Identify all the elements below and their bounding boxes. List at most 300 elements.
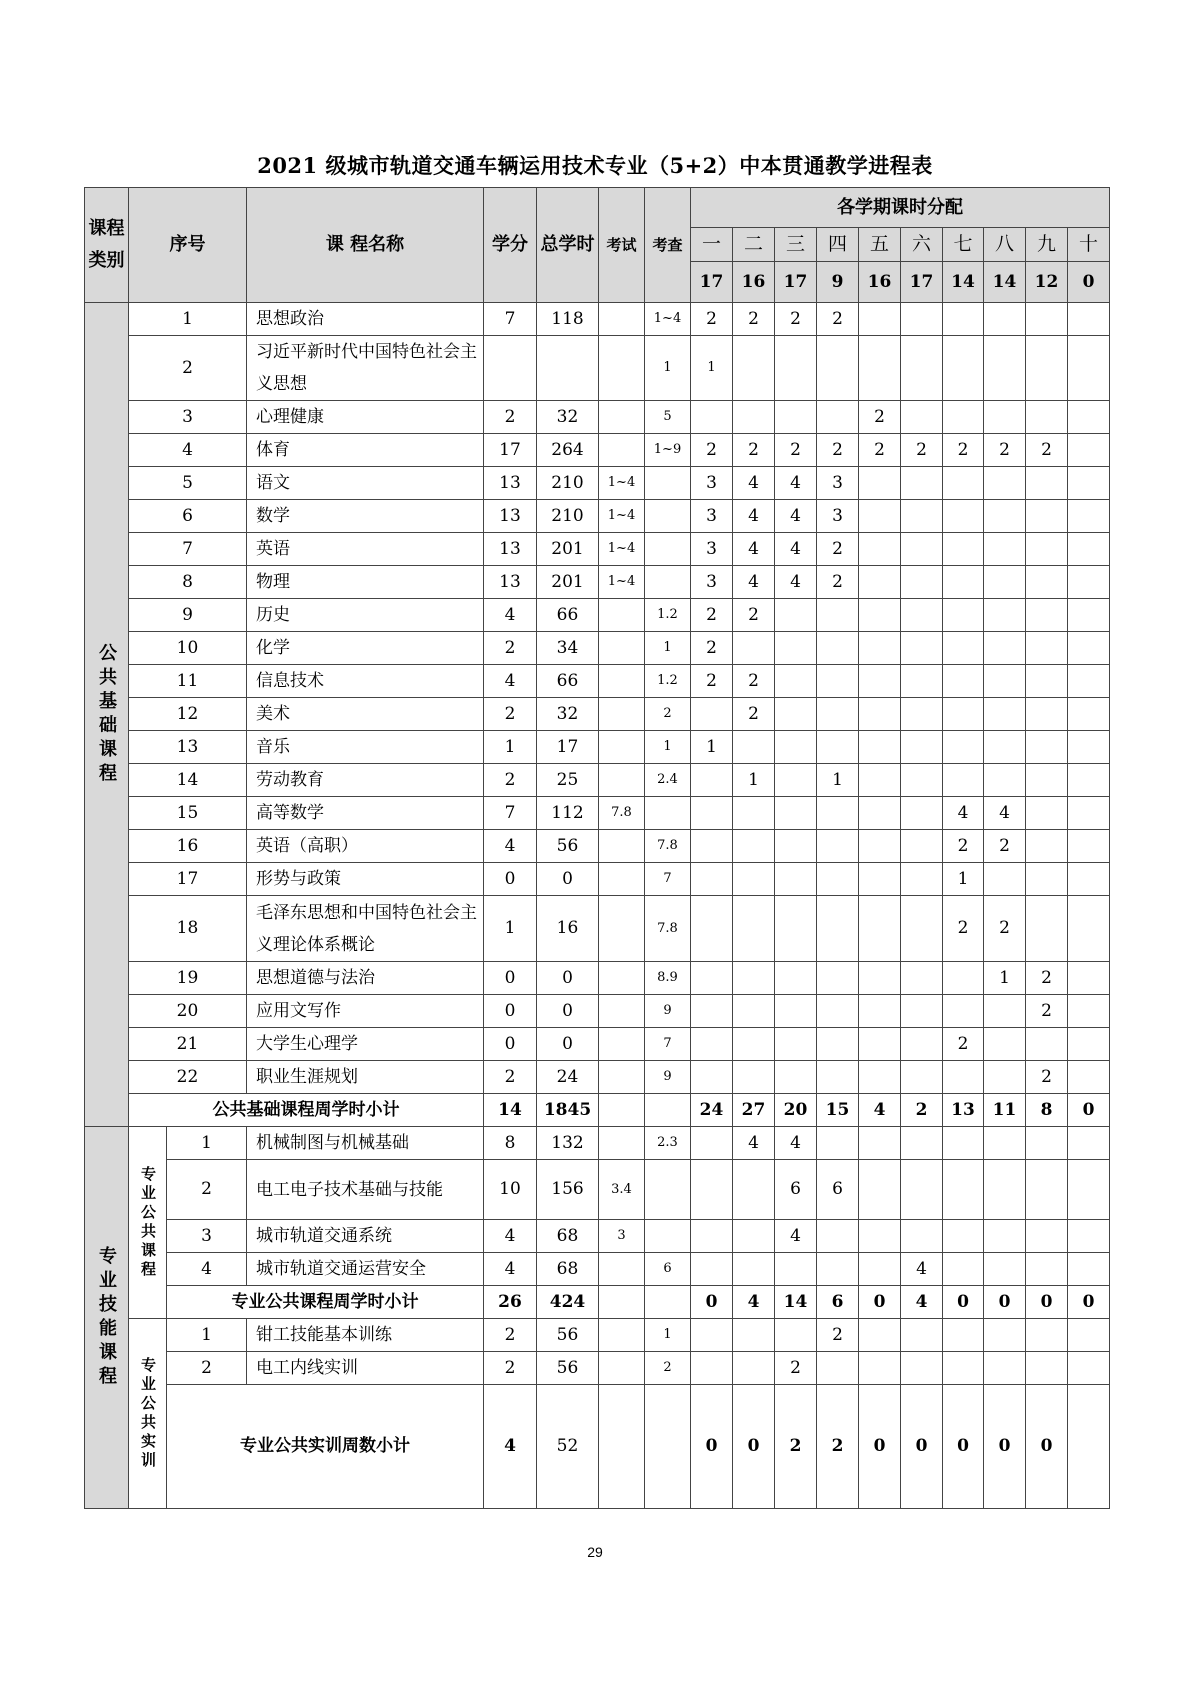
course-semester-10 bbox=[1068, 1220, 1110, 1253]
course-name: 音乐 bbox=[247, 731, 484, 764]
course-semester-1 bbox=[691, 401, 733, 434]
course-semester-6 bbox=[901, 566, 943, 599]
course-exam bbox=[599, 303, 645, 336]
course-semester-10 bbox=[1068, 698, 1110, 731]
course-semester-1: 3 bbox=[691, 533, 733, 566]
header-weeks-10: 0 bbox=[1068, 262, 1110, 303]
header-weeks-7: 14 bbox=[943, 262, 984, 303]
course-semester-3 bbox=[775, 731, 817, 764]
course-semester-9 bbox=[1026, 731, 1068, 764]
table-row bbox=[85, 764, 1110, 797]
course-seq: 5 bbox=[129, 467, 247, 500]
course-semester-10 bbox=[1068, 962, 1110, 995]
course-name: 数学 bbox=[247, 500, 484, 533]
course-semester-3: 2 bbox=[775, 1352, 817, 1385]
header-weeks-4: 9 bbox=[817, 262, 859, 303]
course-semester-2: 4 bbox=[733, 467, 775, 500]
course-name: 体育 bbox=[247, 434, 484, 467]
course-credit: 2 bbox=[484, 401, 537, 434]
course-semester-10 bbox=[1068, 995, 1110, 1028]
course-semester-4 bbox=[817, 336, 859, 401]
prof-training-subtotal-semester-3: 2 bbox=[775, 1385, 817, 1509]
section-public-foundation: 公共基础课程 bbox=[85, 303, 129, 1127]
course-semester-2 bbox=[733, 830, 775, 863]
course-semester-8 bbox=[984, 1160, 1026, 1220]
course-name: 语文 bbox=[247, 467, 484, 500]
course-credit: 4 bbox=[484, 599, 537, 632]
table-row bbox=[85, 1385, 1110, 1509]
table-row bbox=[85, 995, 1110, 1028]
prof-common-subtotal-label: 专业公共课程周学时小计 bbox=[167, 1286, 484, 1319]
course-semester-6 bbox=[901, 1028, 943, 1061]
course-seq: 14 bbox=[129, 764, 247, 797]
course-semester-5 bbox=[859, 566, 901, 599]
course-semester-3 bbox=[775, 599, 817, 632]
course-hours: 132 bbox=[537, 1127, 599, 1160]
course-semester-9: 2 bbox=[1026, 1061, 1068, 1094]
course-semester-1: 3 bbox=[691, 467, 733, 500]
course-semester-6 bbox=[901, 599, 943, 632]
course-semester-3 bbox=[775, 797, 817, 830]
course-hours: 264 bbox=[537, 434, 599, 467]
table-row bbox=[85, 1160, 1110, 1220]
course-hours: 66 bbox=[537, 665, 599, 698]
course-exam bbox=[599, 1253, 645, 1286]
course-semester-2 bbox=[733, 1352, 775, 1385]
course-semester-3 bbox=[775, 1319, 817, 1352]
course-semester-7 bbox=[943, 401, 984, 434]
prof-common-subtotal-semester-9: 0 bbox=[1026, 1286, 1068, 1319]
course-name: 英语 bbox=[247, 533, 484, 566]
course-check: 2 bbox=[645, 698, 691, 731]
course-semester-10 bbox=[1068, 797, 1110, 830]
course-semester-5 bbox=[859, 764, 901, 797]
course-semester-4: 3 bbox=[817, 500, 859, 533]
table-row bbox=[85, 1253, 1110, 1286]
course-semester-10 bbox=[1068, 533, 1110, 566]
course-semester-8 bbox=[984, 632, 1026, 665]
header-semester-2: 二 bbox=[733, 228, 775, 262]
course-credit: 8 bbox=[484, 1127, 537, 1160]
course-hours: 17 bbox=[537, 731, 599, 764]
prof-common-subtotal-semester-10: 0 bbox=[1068, 1286, 1110, 1319]
course-exam bbox=[599, 698, 645, 731]
course-semester-7 bbox=[943, 467, 984, 500]
course-check: 1 bbox=[645, 731, 691, 764]
header-credit: 学分 bbox=[484, 188, 537, 303]
course-semester-3 bbox=[775, 665, 817, 698]
course-semester-5 bbox=[859, 1253, 901, 1286]
course-semester-1: 3 bbox=[691, 566, 733, 599]
course-name: 化学 bbox=[247, 632, 484, 665]
header-weeks-8: 14 bbox=[984, 262, 1026, 303]
course-semester-8 bbox=[984, 401, 1026, 434]
course-semester-6 bbox=[901, 336, 943, 401]
course-semester-7: 2 bbox=[943, 830, 984, 863]
course-semester-7 bbox=[943, 632, 984, 665]
course-seq: 6 bbox=[129, 500, 247, 533]
course-semester-9 bbox=[1026, 599, 1068, 632]
course-semester-8 bbox=[984, 995, 1026, 1028]
course-semester-7 bbox=[943, 764, 984, 797]
course-seq: 18 bbox=[129, 896, 247, 962]
header-weeks-5: 16 bbox=[859, 262, 901, 303]
course-exam: 3.4 bbox=[599, 1160, 645, 1220]
course-seq: 11 bbox=[129, 665, 247, 698]
course-semester-9 bbox=[1026, 1127, 1068, 1160]
course-semester-1: 1 bbox=[691, 731, 733, 764]
prof-common-subtotal-semester-1: 0 bbox=[691, 1286, 733, 1319]
course-exam bbox=[599, 1028, 645, 1061]
course-semester-2 bbox=[733, 1220, 775, 1253]
course-name: 心理健康 bbox=[247, 401, 484, 434]
course-name: 物理 bbox=[247, 566, 484, 599]
course-name: 劳动教育 bbox=[247, 764, 484, 797]
course-semester-3: 4 bbox=[775, 467, 817, 500]
course-semester-4 bbox=[817, 962, 859, 995]
course-semester-10 bbox=[1068, 731, 1110, 764]
course-semester-2 bbox=[733, 731, 775, 764]
course-semester-5 bbox=[859, 1127, 901, 1160]
public-subtotal-semester-5: 4 bbox=[859, 1094, 901, 1127]
course-semester-9 bbox=[1026, 665, 1068, 698]
public-subtotal-semester-7: 13 bbox=[943, 1094, 984, 1127]
course-hours: 0 bbox=[537, 863, 599, 896]
header-weeks-3: 17 bbox=[775, 262, 817, 303]
course-semester-7 bbox=[943, 995, 984, 1028]
prof-training-subtotal-semester-6: 0 bbox=[901, 1385, 943, 1509]
header-hours: 总学时 bbox=[537, 188, 599, 303]
course-credit: 13 bbox=[484, 566, 537, 599]
course-semester-2 bbox=[733, 896, 775, 962]
course-name: 电工内线实训 bbox=[247, 1352, 484, 1385]
public-subtotal-semester-2: 27 bbox=[733, 1094, 775, 1127]
course-credit: 0 bbox=[484, 995, 537, 1028]
course-exam: 7.8 bbox=[599, 797, 645, 830]
course-check: 9 bbox=[645, 995, 691, 1028]
course-check: 7.8 bbox=[645, 830, 691, 863]
course-check bbox=[645, 500, 691, 533]
course-seq: 22 bbox=[129, 1061, 247, 1094]
course-semester-2 bbox=[733, 797, 775, 830]
course-semester-5 bbox=[859, 896, 901, 962]
course-exam bbox=[599, 731, 645, 764]
course-semester-3 bbox=[775, 863, 817, 896]
course-semester-4 bbox=[817, 863, 859, 896]
course-semester-2 bbox=[733, 336, 775, 401]
header-semester-1: 一 bbox=[691, 228, 733, 262]
course-semester-1 bbox=[691, 830, 733, 863]
course-semester-7 bbox=[943, 731, 984, 764]
course-semester-10 bbox=[1068, 401, 1110, 434]
course-semester-7: 2 bbox=[943, 434, 984, 467]
course-semester-2: 2 bbox=[733, 434, 775, 467]
prof-training-subtotal-semester-5: 0 bbox=[859, 1385, 901, 1509]
header-weeks-9: 12 bbox=[1026, 262, 1068, 303]
header-weeks-2: 16 bbox=[733, 262, 775, 303]
course-semester-6 bbox=[901, 1061, 943, 1094]
prof-common-subtotal-semester-7: 0 bbox=[943, 1286, 984, 1319]
course-semester-2 bbox=[733, 962, 775, 995]
course-semester-9 bbox=[1026, 863, 1068, 896]
course-semester-7 bbox=[943, 1220, 984, 1253]
table-row bbox=[85, 698, 1110, 731]
course-semester-8: 2 bbox=[984, 830, 1026, 863]
course-semester-1 bbox=[691, 896, 733, 962]
course-semester-4 bbox=[817, 632, 859, 665]
course-semester-3 bbox=[775, 401, 817, 434]
table-row bbox=[85, 303, 1110, 336]
course-semester-1 bbox=[691, 962, 733, 995]
course-exam bbox=[599, 1127, 645, 1160]
prof-training-subtotal-label: 专业公共实训周数小计 bbox=[167, 1385, 484, 1509]
course-exam bbox=[599, 1319, 645, 1352]
course-semester-5 bbox=[859, 1160, 901, 1220]
course-name: 历史 bbox=[247, 599, 484, 632]
table-row bbox=[85, 599, 1110, 632]
course-seq: 3 bbox=[167, 1220, 247, 1253]
course-semester-1 bbox=[691, 1220, 733, 1253]
course-semester-9 bbox=[1026, 764, 1068, 797]
prof-training-subtotal-semester-10 bbox=[1068, 1385, 1110, 1509]
table-row bbox=[85, 1319, 1110, 1352]
course-semester-7 bbox=[943, 599, 984, 632]
prof-training-subtotal-check bbox=[645, 1385, 691, 1509]
course-semester-9 bbox=[1026, 896, 1068, 962]
course-semester-7 bbox=[943, 1061, 984, 1094]
course-check bbox=[645, 533, 691, 566]
course-semester-9 bbox=[1026, 1160, 1068, 1220]
course-semester-6 bbox=[901, 962, 943, 995]
course-seq: 2 bbox=[167, 1352, 247, 1385]
course-semester-3: 6 bbox=[775, 1160, 817, 1220]
course-semester-7 bbox=[943, 698, 984, 731]
course-semester-4 bbox=[817, 1061, 859, 1094]
table-row bbox=[85, 1061, 1110, 1094]
course-name: 机械制图与机械基础 bbox=[247, 1127, 484, 1160]
course-semester-6 bbox=[901, 797, 943, 830]
course-semester-5 bbox=[859, 500, 901, 533]
course-semester-8: 2 bbox=[984, 434, 1026, 467]
table-row bbox=[85, 1028, 1110, 1061]
course-semester-4 bbox=[817, 1352, 859, 1385]
course-semester-7 bbox=[943, 303, 984, 336]
course-semester-9 bbox=[1026, 698, 1068, 731]
header-name: 课 程名称 bbox=[247, 188, 484, 303]
course-semester-1 bbox=[691, 1028, 733, 1061]
course-credit: 13 bbox=[484, 467, 537, 500]
teaching-plan-table bbox=[84, 187, 1110, 1509]
course-check: 2 bbox=[645, 1352, 691, 1385]
course-semester-8 bbox=[984, 698, 1026, 731]
header-weeks-1: 17 bbox=[691, 262, 733, 303]
course-semester-8 bbox=[984, 467, 1026, 500]
course-semester-1: 2 bbox=[691, 599, 733, 632]
course-semester-1 bbox=[691, 1127, 733, 1160]
course-seq: 2 bbox=[129, 336, 247, 401]
public-subtotal-semester-10: 0 bbox=[1068, 1094, 1110, 1127]
table-row bbox=[85, 1094, 1110, 1127]
table-row bbox=[85, 896, 1110, 962]
course-semester-7 bbox=[943, 1127, 984, 1160]
course-hours: 24 bbox=[537, 1061, 599, 1094]
course-semester-6 bbox=[901, 764, 943, 797]
course-semester-8 bbox=[984, 336, 1026, 401]
course-semester-2: 4 bbox=[733, 533, 775, 566]
table-row bbox=[85, 632, 1110, 665]
course-semester-5 bbox=[859, 303, 901, 336]
course-semester-4 bbox=[817, 698, 859, 731]
course-semester-3 bbox=[775, 1028, 817, 1061]
course-semester-4 bbox=[817, 995, 859, 1028]
course-semester-4 bbox=[817, 797, 859, 830]
course-semester-2 bbox=[733, 1028, 775, 1061]
course-credit: 2 bbox=[484, 1352, 537, 1385]
course-check: 1~4 bbox=[645, 303, 691, 336]
course-semester-7 bbox=[943, 566, 984, 599]
course-credit: 1 bbox=[484, 896, 537, 962]
course-semester-9 bbox=[1026, 566, 1068, 599]
course-exam bbox=[599, 632, 645, 665]
course-semester-4 bbox=[817, 1028, 859, 1061]
course-hours: 201 bbox=[537, 533, 599, 566]
course-seq: 1 bbox=[167, 1319, 247, 1352]
course-semester-10 bbox=[1068, 303, 1110, 336]
course-name: 形势与政策 bbox=[247, 863, 484, 896]
course-semester-9 bbox=[1026, 1253, 1068, 1286]
course-semester-2 bbox=[733, 632, 775, 665]
course-semester-4 bbox=[817, 401, 859, 434]
course-credit: 2 bbox=[484, 632, 537, 665]
table-row bbox=[85, 500, 1110, 533]
course-credit: 4 bbox=[484, 830, 537, 863]
course-hours: 68 bbox=[537, 1220, 599, 1253]
course-seq: 9 bbox=[129, 599, 247, 632]
course-exam: 1~4 bbox=[599, 500, 645, 533]
course-semester-4: 6 bbox=[817, 1160, 859, 1220]
course-semester-3 bbox=[775, 336, 817, 401]
course-name: 毛泽东思想和中国特色社会主义理论体系概论 bbox=[247, 896, 484, 962]
course-hours: 25 bbox=[537, 764, 599, 797]
course-semester-8 bbox=[984, 1028, 1026, 1061]
course-semester-10 bbox=[1068, 467, 1110, 500]
course-check: 9 bbox=[645, 1061, 691, 1094]
course-semester-4 bbox=[817, 1253, 859, 1286]
course-semester-5 bbox=[859, 1028, 901, 1061]
course-semester-1: 3 bbox=[691, 500, 733, 533]
course-semester-10 bbox=[1068, 1160, 1110, 1220]
course-semester-10 bbox=[1068, 599, 1110, 632]
prof-common-subtotal-exam bbox=[599, 1286, 645, 1319]
prof-training-subtotal-semester-1: 0 bbox=[691, 1385, 733, 1509]
course-semester-9 bbox=[1026, 500, 1068, 533]
course-hours: 210 bbox=[537, 500, 599, 533]
course-semester-4 bbox=[817, 1220, 859, 1253]
course-semester-8 bbox=[984, 1127, 1026, 1160]
course-semester-6 bbox=[901, 533, 943, 566]
public-subtotal-exam bbox=[599, 1094, 645, 1127]
public-subtotal-hours: 1845 bbox=[537, 1094, 599, 1127]
course-semester-7 bbox=[943, 500, 984, 533]
course-name: 电工电子技术基础与技能 bbox=[247, 1160, 484, 1220]
prof-common-subtotal-semester-2: 4 bbox=[733, 1286, 775, 1319]
course-semester-8 bbox=[984, 533, 1026, 566]
header-semester-7: 七 bbox=[943, 228, 984, 262]
course-hours bbox=[537, 336, 599, 401]
course-semester-5 bbox=[859, 1061, 901, 1094]
course-semester-6 bbox=[901, 303, 943, 336]
course-semester-2 bbox=[733, 995, 775, 1028]
prof-training-subtotal-hours: 52 bbox=[537, 1385, 599, 1509]
course-check: 1 bbox=[645, 336, 691, 401]
course-semester-8: 2 bbox=[984, 896, 1026, 962]
course-hours: 0 bbox=[537, 995, 599, 1028]
course-semester-9 bbox=[1026, 1220, 1068, 1253]
course-semester-9: 2 bbox=[1026, 434, 1068, 467]
course-seq: 19 bbox=[129, 962, 247, 995]
course-semester-4: 2 bbox=[817, 303, 859, 336]
course-semester-8 bbox=[984, 599, 1026, 632]
course-semester-6 bbox=[901, 863, 943, 896]
course-semester-3: 2 bbox=[775, 434, 817, 467]
course-name: 职业生涯规划 bbox=[247, 1061, 484, 1094]
course-semester-7 bbox=[943, 1160, 984, 1220]
prof-common-subtotal-semester-5: 0 bbox=[859, 1286, 901, 1319]
header-category: 课程类别 bbox=[85, 188, 129, 303]
table-row bbox=[85, 731, 1110, 764]
course-credit: 10 bbox=[484, 1160, 537, 1220]
course-semester-2: 2 bbox=[733, 665, 775, 698]
course-semester-10 bbox=[1068, 1253, 1110, 1286]
course-check bbox=[645, 566, 691, 599]
course-exam bbox=[599, 665, 645, 698]
course-credit: 2 bbox=[484, 764, 537, 797]
course-semester-1 bbox=[691, 698, 733, 731]
course-hours: 68 bbox=[537, 1253, 599, 1286]
course-seq: 10 bbox=[129, 632, 247, 665]
course-hours: 0 bbox=[537, 962, 599, 995]
table-row bbox=[85, 830, 1110, 863]
course-semester-9 bbox=[1026, 830, 1068, 863]
table-row bbox=[85, 434, 1110, 467]
header-exam: 考试 bbox=[599, 188, 645, 303]
course-semester-2: 2 bbox=[733, 303, 775, 336]
course-semester-3 bbox=[775, 698, 817, 731]
course-credit: 2 bbox=[484, 1061, 537, 1094]
course-semester-3: 4 bbox=[775, 1127, 817, 1160]
course-credit: 7 bbox=[484, 797, 537, 830]
header-semester-9: 九 bbox=[1026, 228, 1068, 262]
course-hours: 32 bbox=[537, 401, 599, 434]
prof-common-subtotal-semester-8: 0 bbox=[984, 1286, 1026, 1319]
table-row bbox=[85, 665, 1110, 698]
course-semester-6: 4 bbox=[901, 1253, 943, 1286]
course-semester-7 bbox=[943, 336, 984, 401]
course-semester-1 bbox=[691, 797, 733, 830]
course-credit: 17 bbox=[484, 434, 537, 467]
course-semester-6 bbox=[901, 500, 943, 533]
course-name: 应用文写作 bbox=[247, 995, 484, 1028]
course-semester-3: 4 bbox=[775, 566, 817, 599]
section-professional: 专业技能课程 bbox=[85, 1127, 129, 1509]
course-semester-2: 4 bbox=[733, 1127, 775, 1160]
course-semester-5 bbox=[859, 863, 901, 896]
course-seq: 16 bbox=[129, 830, 247, 863]
course-name: 城市轨道交通系统 bbox=[247, 1220, 484, 1253]
prof-common-subtotal-hours: 424 bbox=[537, 1286, 599, 1319]
course-name: 信息技术 bbox=[247, 665, 484, 698]
course-name: 习近平新时代中国特色社会主义思想 bbox=[247, 336, 484, 401]
